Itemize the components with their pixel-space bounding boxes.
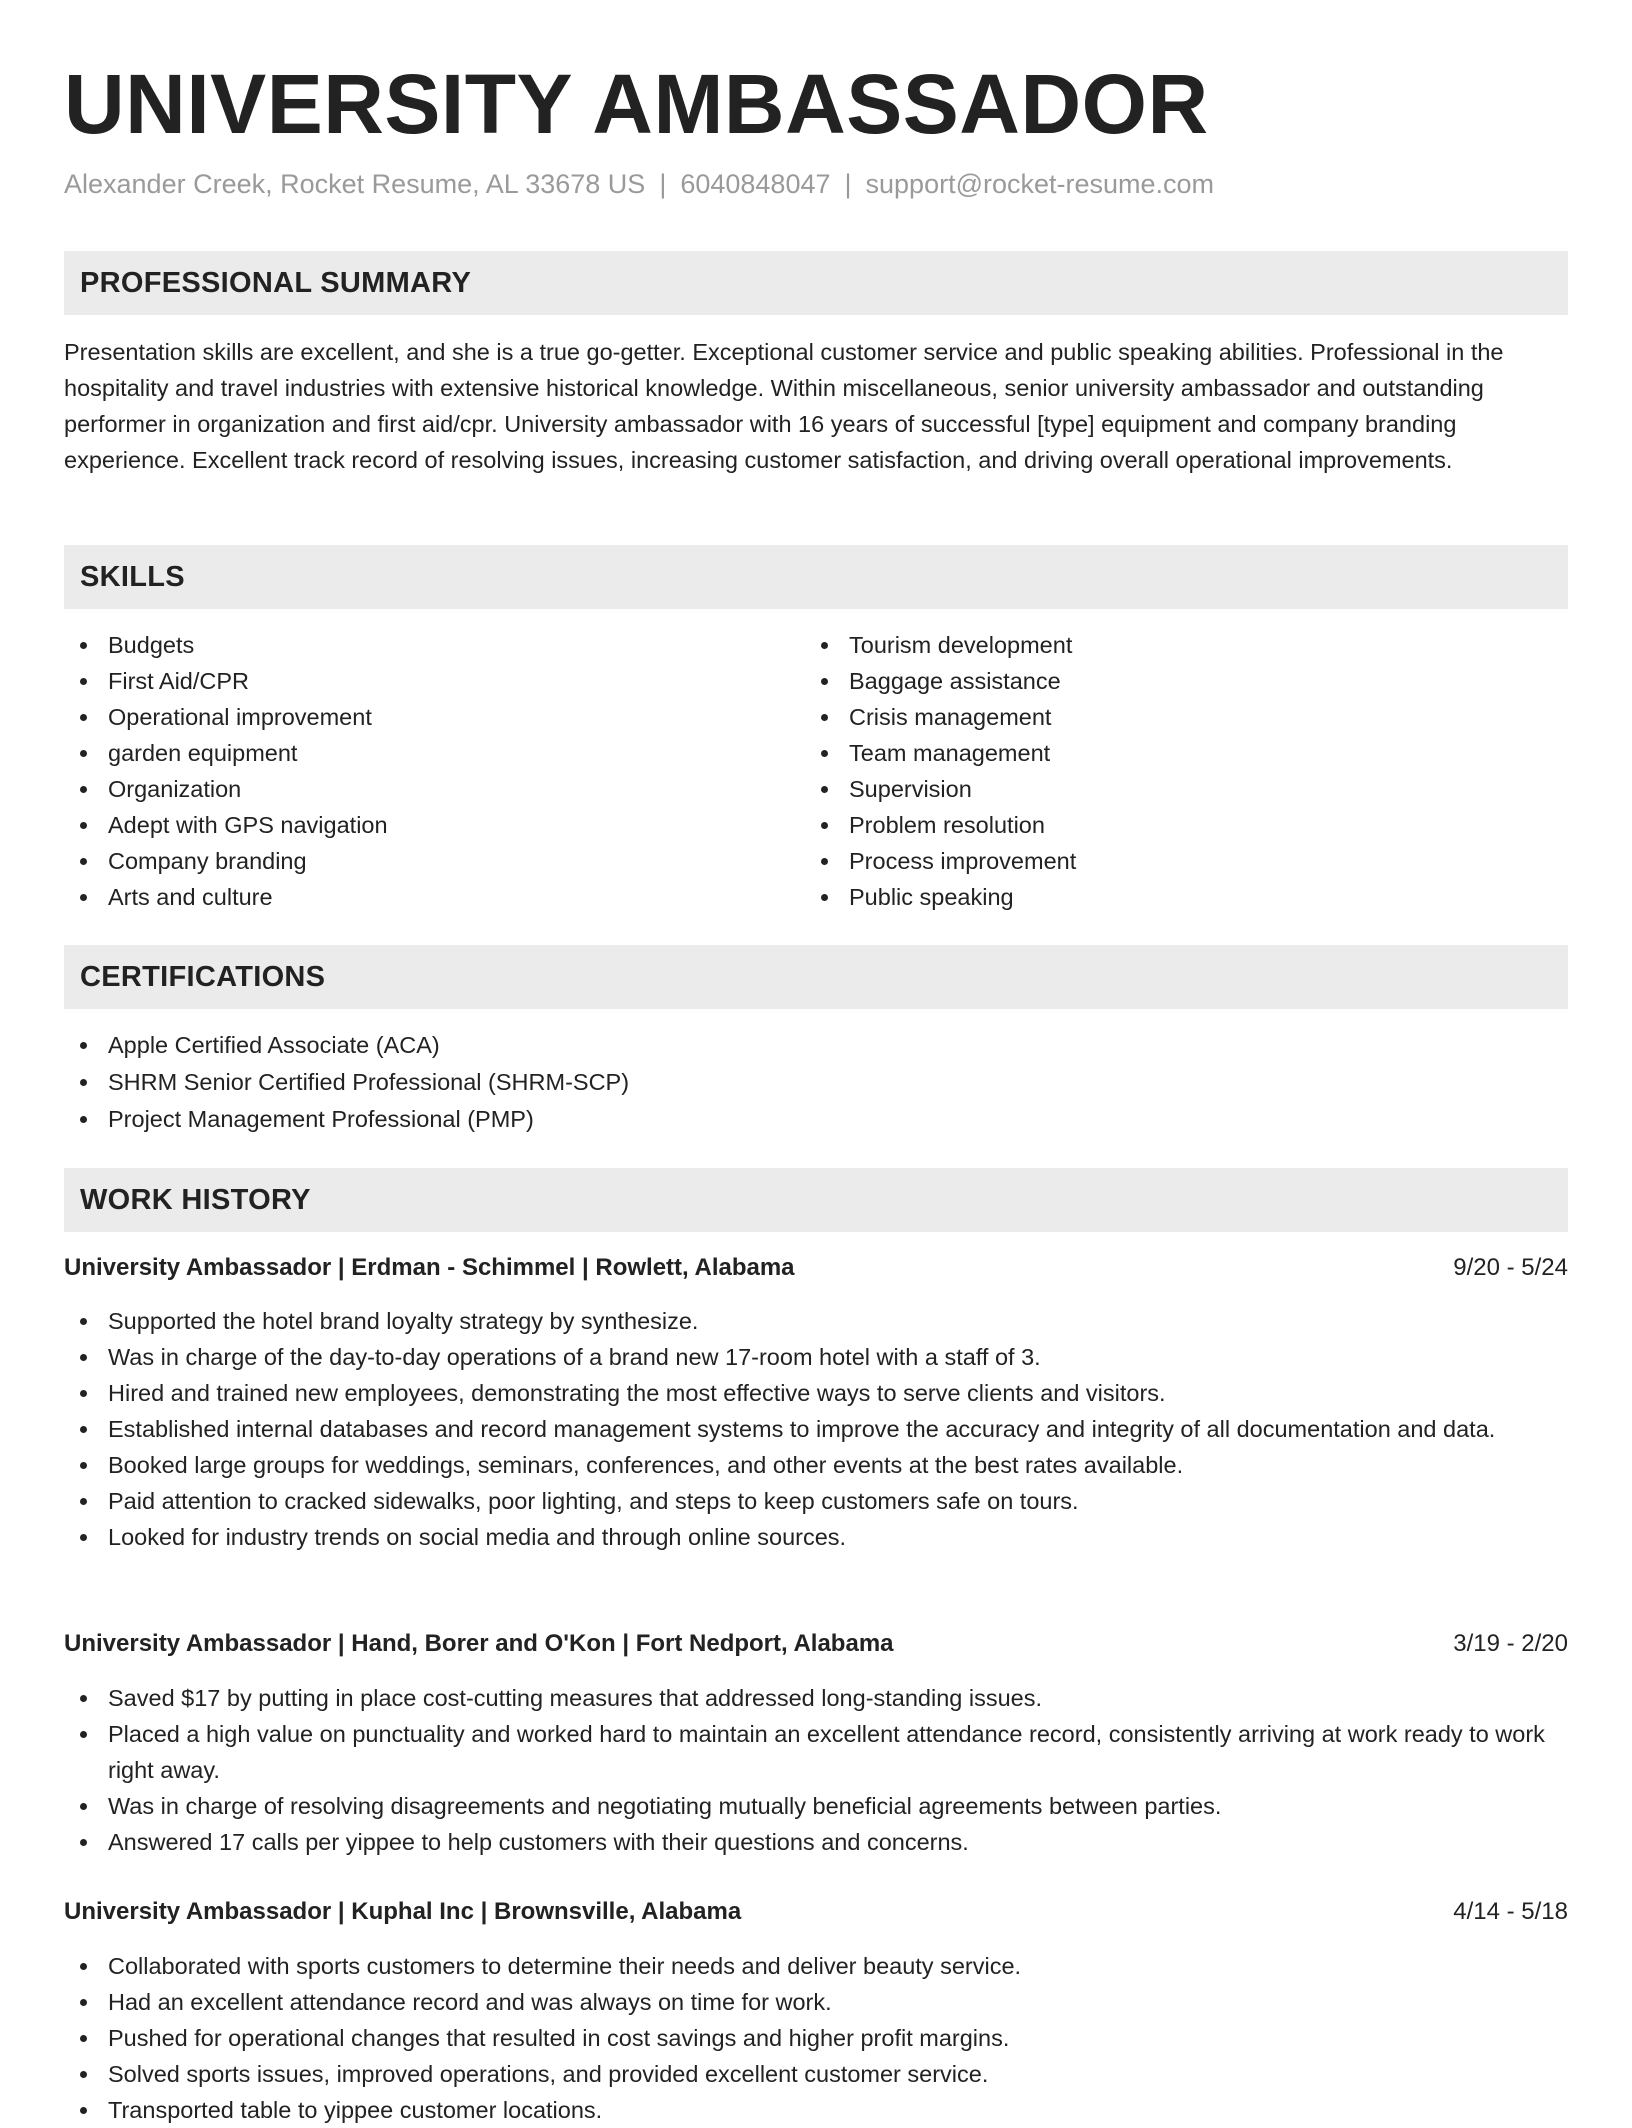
- skill-item: Tourism development: [805, 627, 1565, 663]
- job-bullet: Established internal databases and record management systems to improve the accuracy and integrity of all documentation and data.: [64, 1411, 1568, 1447]
- section-header-certifications: [64, 945, 1568, 1009]
- job-bullet: Transported table to yippee customer locations.: [64, 2092, 1568, 2128]
- job-bullet: Collaborated with sports customers to determine their needs and deliver beauty service.: [64, 1948, 1568, 1984]
- section-header-skills: [64, 545, 1568, 609]
- contact-separator: |: [659, 169, 667, 199]
- job-bullet: Looked for industry trends on social media and through online sources.: [64, 1519, 1568, 1555]
- contact-line: [64, 166, 1214, 202]
- job-dates: 4/14 - 5/18: [1453, 1898, 1568, 1925]
- contact-email: support@rocket-resume.com: [865, 169, 1215, 199]
- section-title-work-history: WORK HISTORY: [80, 1184, 311, 1216]
- skill-item: Public speaking: [805, 879, 1565, 915]
- job-bullet: Supported the hotel brand loyalty strategy by synthesize.: [64, 1303, 1568, 1339]
- skill-item: Budgets: [64, 627, 804, 663]
- skill-item: Operational improvement: [64, 699, 804, 735]
- certification-item: Project Management Professional (PMP): [64, 1101, 1568, 1138]
- skill-item: garden equipment: [64, 735, 804, 771]
- job-title-line: University Ambassador | Erdman - Schimmel | Rowlett, Alabama: [64, 1254, 795, 1281]
- job-bullet: Saved $17 by putting in place cost-cutting measures that addressed long-standing issues.: [64, 1680, 1568, 1716]
- section-title-certifications: CERTIFICATIONS: [80, 961, 326, 993]
- summary-paragraph: Presentation skills are excellent, and she is a true go-getter. Exceptional customer service and public speaking abilities. Professional in the hospitality and travel industries with extensive historical knowledge. Within miscellaneous, senior university ambassador and outstanding performer in organization and first aid/cpr. University ambassador with 16 years of successful [type] equipment and company branding experience. Excellent track record of resolving issues, increasing customer satisfaction, and driving overall operational improvements.: [64, 339, 1504, 473]
- skills-list-right: [805, 627, 1565, 915]
- skill-item: Adept with GPS navigation: [64, 807, 804, 843]
- job-title-line: University Ambassador | Hand, Borer and O'Kon | Fort Nedport, Alabama: [64, 1630, 894, 1657]
- skill-item: Team management: [805, 735, 1565, 771]
- skill-item: Supervision: [805, 771, 1565, 807]
- contact-phone: 6040848047: [680, 169, 831, 199]
- job-bullet: Solved sports issues, improved operations, and provided excellent customer service.: [64, 2056, 1568, 2092]
- skills-list-left: [64, 627, 804, 915]
- certification-item: SHRM Senior Certified Professional (SHRM-SCP): [64, 1064, 1568, 1101]
- skill-item: Organization: [64, 771, 804, 807]
- skill-item: Crisis management: [805, 699, 1565, 735]
- job-bullet: Was in charge of resolving disagreements and negotiating mutually beneficial agreements between parties.: [64, 1788, 1568, 1824]
- section-title-summary: PROFESSIONAL SUMMARY: [80, 267, 472, 299]
- skill-item: Problem resolution: [805, 807, 1565, 843]
- job-bullet: Had an excellent attendance record and was always on time for work.: [64, 1984, 1568, 2020]
- job-bullet: Paid attention to cracked sidewalks, poor lighting, and steps to keep customers safe on tours.: [64, 1483, 1568, 1519]
- skill-item: Arts and culture: [64, 879, 804, 915]
- job-bullet: Booked large groups for weddings, seminars, conferences, and other events at the best rates available.: [64, 1447, 1568, 1483]
- skill-item: Company branding: [64, 843, 804, 879]
- job-dates: 9/20 - 5/24: [1453, 1254, 1568, 1281]
- job-bullet: Hired and trained new employees, demonstrating the most effective ways to serve clients and visitors.: [64, 1375, 1568, 1411]
- job-bullet-list: [64, 1303, 1568, 1555]
- job-bullet: Placed a high value on punctuality and worked hard to maintain an excellent attendance record, consistently arriving at work ready to work right away.: [64, 1716, 1568, 1788]
- skill-item: Process improvement: [805, 843, 1565, 879]
- certification-item: Apple Certified Associate (ACA): [64, 1027, 1568, 1064]
- section-header-work-history: [64, 1168, 1568, 1232]
- job-bullet: Pushed for operational changes that resulted in cost savings and higher profit margins.: [64, 2020, 1568, 2056]
- job-bullet-list: [64, 1680, 1568, 1860]
- job-dates: 3/19 - 2/20: [1453, 1630, 1568, 1657]
- job-bullet-list: [64, 1948, 1568, 2128]
- job-title-line: University Ambassador | Kuphal Inc | Brownsville, Alabama: [64, 1898, 742, 1925]
- skill-item: First Aid/CPR: [64, 663, 804, 699]
- job-bullet: Was in charge of the day-to-day operations of a brand new 17-room hotel with a staff of 3.: [64, 1339, 1568, 1375]
- job-bullet: Answered 17 calls per yippee to help customers with their questions and concerns.: [64, 1824, 1568, 1860]
- section-title-skills: SKILLS: [80, 561, 185, 593]
- contact-separator: |: [844, 169, 852, 199]
- certifications-list: [64, 1027, 1568, 1138]
- skill-item: Baggage assistance: [805, 663, 1565, 699]
- resume-name-heading: UNIVERSITY AMBASSADOR: [64, 57, 1209, 151]
- section-header-summary: [64, 251, 1568, 315]
- contact-address: Alexander Creek, Rocket Resume, AL 33678 US: [64, 169, 646, 199]
